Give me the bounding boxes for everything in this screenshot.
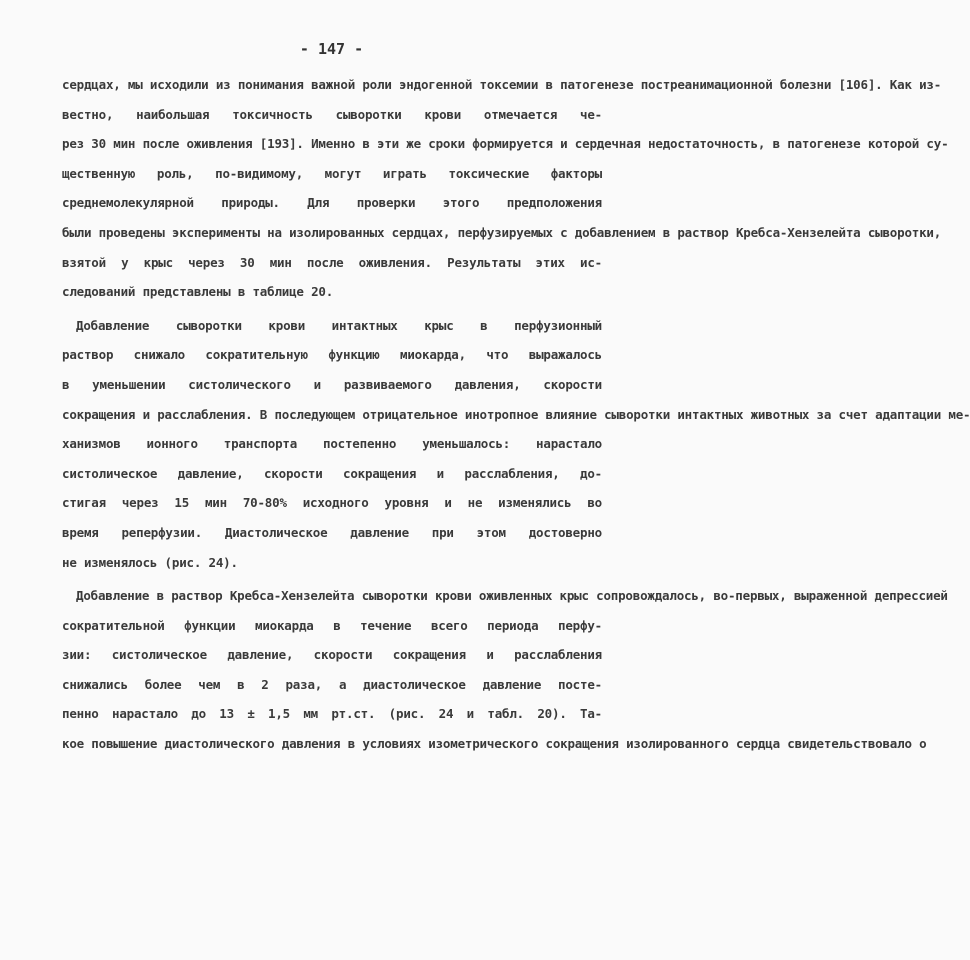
text-line: щественную роль, по-видимому, могут играть токсические факторы [62, 165, 602, 181]
text-line: взятой у крыс через 30 мин после оживления. Результаты этих ис- [62, 254, 602, 270]
text-line: снижались более чем в 2 раза, а диастолическое давление посте- [62, 676, 602, 692]
text-line: раствор снижало сократительную функцию миокарда, что выражалось [62, 347, 602, 363]
text-line: ханизмов ионного транспорта постепенно уменьшалось: нарастало [62, 436, 602, 452]
page-number: - 147 - [299, 40, 364, 58]
text-line: Добавление сыворотки крови интактных крыс в перфузионный [76, 317, 602, 333]
text-line: среднемолекулярной природы. Для проверки этого предположения [62, 195, 602, 211]
text-line: кое повышение диастолического давления в условиях изометрического сокращения изолированного сердца свидетельствовало о [62, 736, 927, 752]
text-line: рез 30 мин после оживления [193]. Именно в эти же сроки формируется и сердечная недостаточность, в патогенезе которой су- [62, 136, 949, 152]
text-line: пенно нарастало до 13 ± 1,5 мм рт.ст. (рис. 24 и табл. 20). Та- [62, 706, 602, 722]
text-line: сократительной функции миокарда в течение всего периода перфу- [62, 617, 602, 633]
text-line: были проведены эксперименты на изолированных сердцах, перфузируемых с добавлением в раствор Кребса-Хензелейта сыворотки, [62, 224, 942, 240]
text-line: сокращения и расслабления. В последующем отрицательное инотропное влияние сыворотки интактных животных за счет адаптации ме- [62, 406, 970, 422]
text-line: следований представлены в таблице 20. [62, 284, 334, 300]
text-line: Добавление в раствор Кребса-Хензелейта сыворотки крови оживленных крыс сопровождалось, во-первых, выраженной депрессией [76, 588, 948, 604]
body-text [62, 70, 970, 759]
text-line: сердцах, мы исходили из понимания важной роли эндогенной токсемии в патогенезе постреанимационной болезни [106]. Как из- [62, 77, 942, 92]
text-line: зии: систолическое давление, скорости сокращения и расслабления [62, 647, 602, 663]
text-line: в уменьшении систолического и развиваемого давления, скорости [62, 376, 602, 392]
text-line: стигая через 15 мин 70-80% исходного уровня и не изменялись во [62, 495, 602, 511]
text-line: не изменялось (рис. 24). [62, 554, 238, 570]
text-line: вестно, наибольшая токсичность сыворотки крови отмечается че- [62, 106, 602, 122]
text-line: систолическое давление, скорости сокращения и расслабления, до- [62, 465, 602, 481]
text-line: время реперфузии. Диастолическое давление при этом достоверно [62, 524, 602, 540]
